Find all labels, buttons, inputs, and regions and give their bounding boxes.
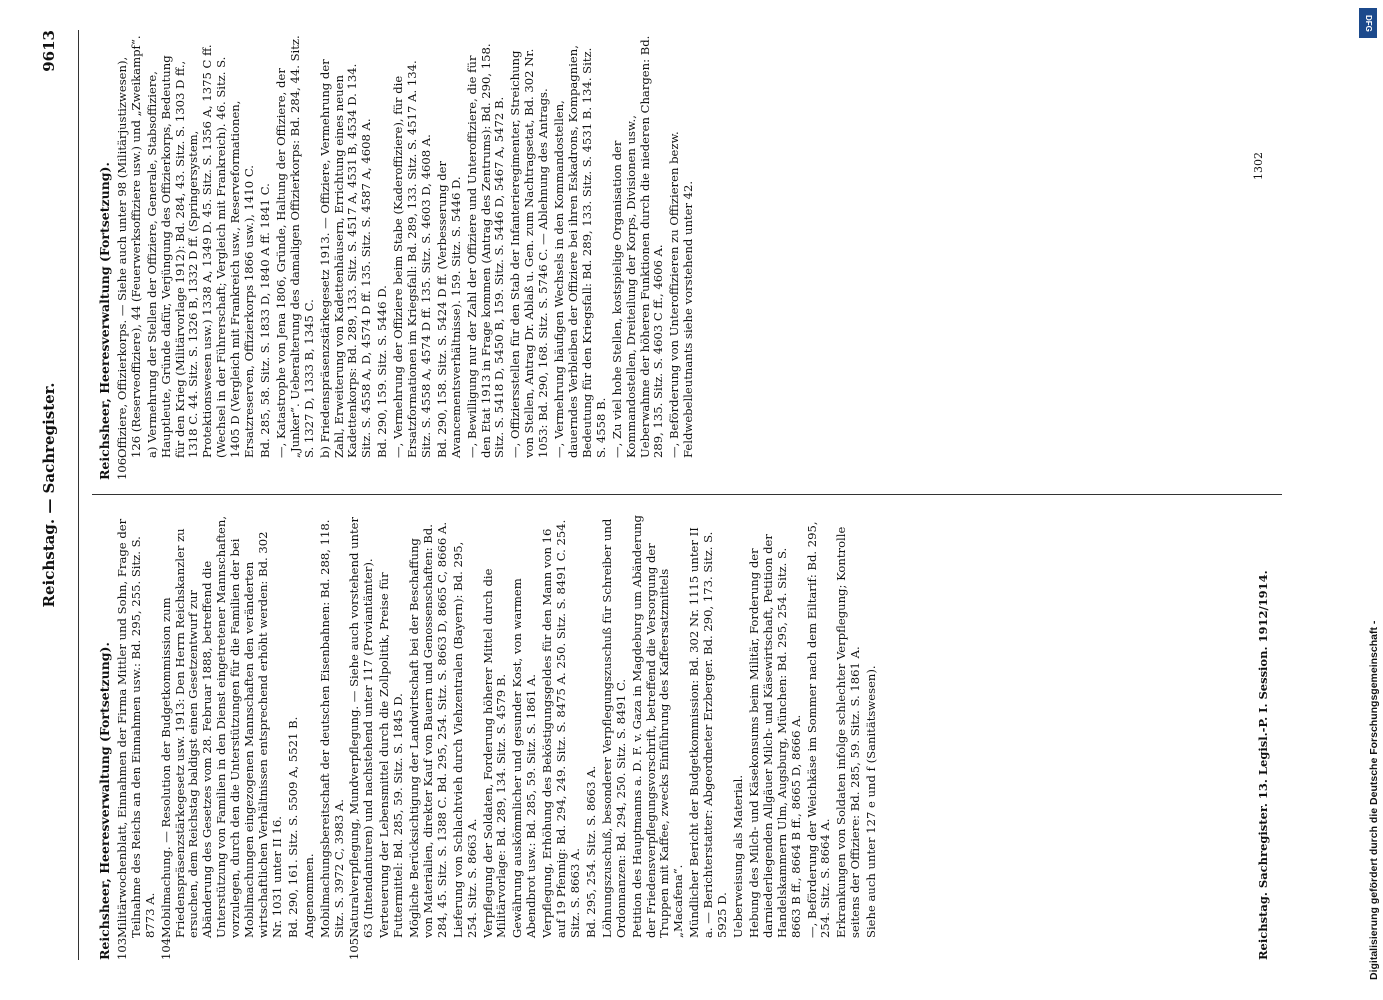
page-reference: 1302 [1252,152,1265,180]
entry-text: —, Zu viel hohe Stellen, kostspielige Organisation der Kommandostellen, Dreiteilung der Korps, Divisionen usw., Ueberwahme der höheren Funktionen durch die niederen Chargen: Bd. 289, 135. Sitz. S. 4603 C ff., 4606 A. [609,35,666,458]
index-entry [392,35,434,480]
entry-text: Offiziere, Offizierkorps. — Siehe auch unter 98 (Militärjustizwesen), 126 (Reserveoffiziere), 44 (Feuerwerksoffiziere usw.) und „Zweikampf“. [114,35,143,458]
index-entry [348,515,376,960]
header-rule [78,30,79,960]
entry-text: Bd. 290, 158. Sitz. S. 5424 D ff. (Verbesserung der Avancementsverhältnisse). 159. Sitz. S. 5446 D. [434,160,463,458]
entry-list [116,515,879,960]
entry-text: Löhnungszuschuß, besonderer Verpflegungszuschuß für Schreiber und Ordonnanzen: Bd. 294, 250. Sitz. S. 8491 C. [599,518,628,938]
right-column [98,35,698,480]
index-entry [585,515,599,960]
index-entry [303,515,317,960]
index-entry [408,515,450,960]
column-divider [92,494,1282,495]
index-entry [553,35,609,480]
entry-text: —, Bewilligung nur der Zahl der Offiziere und Unteroffiziere, die für den Etat 1913 in Frage kommen (Antrag des Zentrums): Bd. 290, 158. Sitz. S. 5418 D, 5450 B, 159. Sitz. S. 5446 D, 5467 A, 5472 B. [464,43,507,458]
index-entry [116,515,158,960]
entry-number: 103. [114,934,129,960]
index-entry [160,515,285,960]
index-entry [631,515,687,960]
entry-text: Erkrankungen von Soldaten infolge schlechter Verpflegung; Kontrolle seitens der Offiziere: Bd. 285, 59. Sitz. S. 1861 A. [834,526,863,938]
entry-text: Lieferung von Schlachtvieh durch Viehzentralen (Bayern): Bd. 295, 254. Sitz. S. 8663 A. [450,541,479,938]
index-entry [511,515,539,960]
entry-text: Petition des Hauptmanns a. D. F. v. Gaza in Magdeburg um Abänderung der Friedensverpflegungsvorschrift, betreffend die Versorgung der Truppen mit Kaffee, zwecks Einführung des Kaffeersatzmittels „Macafena“. [629,515,686,938]
entry-text: Bd. 290, 159. Sitz. S. 5446 D. [375,285,390,458]
entry-text: —, Vermehrung der Offiziere beim Stabe (Kaderoffiziere), für die Ersatzformationen im Kriegsfall: Bd. 289, 133. Sitz. S. 4517 A. 134. Sitz. S. 4558 A, 4574 D ff. 135. Sitz. S. 4603 D, 4608 A. [391,60,433,458]
entry-text: Hebung des Milch- und Käsekonsums beim Militär, Forderung der darniederliegenden Allgäuer Milch- und Käsewirtschaft, Petition der Handelskammern Ulm, Augsburg, München: Bd. 295, 254. Sitz. S. 8663 B ff., 8664 B ff., 8665 D, 8666 A. [746,534,803,938]
index-entry [835,515,863,960]
entry-text: Gewährung auskömmlicher und gesunder Kost, von warmem Abendbrot usw.: Bd. 285, 59. Sitz. S. 1861 A. [510,578,539,938]
index-entry [601,515,629,960]
entry-text: Siehe auch unter 127 e und f (Sanitätswesen). [864,665,879,938]
index-entry [668,35,696,480]
index-entry [275,35,317,480]
left-column [98,515,881,960]
entry-list [116,35,696,480]
index-entry [732,515,746,960]
index-entry [806,515,834,960]
index-entry [482,515,510,960]
index-entry [319,35,375,480]
entry-number: 104. [158,934,173,960]
entry-text: Militärwochenblatt, Einnahmen der Firma Mittler und Sohn, Frage der Teilnahme des Reichs an den Einnahmen usw.: Bd. 295, 255. Sitz. S. 8773 A. [114,518,157,938]
index-entry [865,515,879,960]
page-title: Reichstag. — Sachregister. [40,382,58,608]
index-entry [452,515,480,960]
entry-text: —, Vermehrung häufigen Wechsels in den Kommandostellen, dauerndes Verbleiben der Offiziere bei ihren Eskadrons, Kompagnien, Bedeutung für den Kriegsfall: Bd. 289, 133. Sitz. S. 4531 B. 134. Sitz. S. 4558 B. [552,45,608,458]
entry-text: a) Vermehrung der Stellen der Offiziere, Generale, Stabsoffiziere, Hauptleute, Gründe dafür, Verjüngung des Offizierkorps, Bedeutung für den Krieg (Militärvorlage 1912): Bd. 284, 43. Sitz. S. 1303 D ff., 1318 C. 44. Sitz. S. 1326 B, 1332 D ff. (Springersystem, Protektionswesen usw.) 1338 A, 1349 D. 45. Sitz. S. 1356 A, 1375 C ff. (Wechsel in der Führerschaft; Vergleich mit Frankreich). 46. Sitz. S. 1405 D (Vergleich mit Frankreich usw., Reserveformationen, Ersatzreserven, Offizierkorps 1866 usw.), 1410 C. [144,44,257,458]
entry-text: Mobilmachungsbereitschaft der deutschen Eisenbahnen: Bd. 288, 118. Sitz. S. 3972 C, 3983 A. [317,519,346,938]
index-entry [466,35,508,480]
entry-text: —, Beförderung der Weichkäse im Sommer nach dem Eiltarif: Bd. 295, 254. Sitz. S. 8664 A. [804,521,833,938]
entry-text: Verpflegung der Soldaten, Forderung höherer Mittel durch die Militärvorlage: Bd. 289, 134. Sitz. S. 4579 B. [480,568,509,938]
entry-text: —, Offiziersstellen für den Stab der Infanterieregimenter, Streichung von Stellen, Antrag Dr. Ablaß u. Gen. zum Nachtragsetat, Bd. 302 Nr. 1053: Bd. 290, 168. Sitz. S. 5746 C. — Ablehnung des Antrags. [508,48,551,458]
entry-text: Bd. 290, 161. Sitz. S. 5509 A, 5521 B. [285,716,300,938]
entry-number: 105. [347,934,362,960]
index-entry [378,515,406,960]
entry-number: 106. [114,454,129,480]
entry-text: Bd. 285, 58. Sitz. S. 1833 D, 1840 A ff. 1841 C. [257,183,272,458]
index-entry [748,515,804,960]
index-entry [688,515,730,960]
digitization-credit: Digitalisierung gefördert durch die Deutsche Forschungsgemeinschaft - [1368,620,1380,980]
index-entry [436,35,464,480]
entry-text: Mündlicher Bericht der Budgetkommission: Bd. 302 Nr. 1115 unter II a. — Berichterstatter: Abgeordneter Erzberger. Bd. 290, 173. Sitz. S. 5925 D. [687,527,730,938]
entry-text: Mobilmachung. — Resolution der Budgetkommission zum Friedenspräsenzstärkegesetz usw. 1913: Den Herrn Reichskanzler zu ersuchen, dem Reichstag baldigst einen Gesetzentwurf zur Abänderung des Gesetzes vom 28. Februar 1888, betreffend die Unterstützung von Familien in den Dienst eingetretener Mannschaften, vorzulegen, durch den die Unterstützungen für die Familien der bei Mobilmachungen eingezogenen Mannschaften den veränderten wirtschaftlichen Verhältnissen entsprechend erhöht werden: Bd. 302 Nr. 1031 unter II 16. [158,515,284,938]
section-title: Reichsheer, Heeresverwaltung (Fortsetzung). [97,642,112,960]
index-entry [611,35,667,480]
entry-text: Ueberweisung als Material. [730,774,745,938]
index-entry [509,35,551,480]
index-entry [319,515,347,960]
entry-text: Verpflegung, Erhöhung des Beköstigungsgeldes für den Mann von 16 auf 19 Pfennig: Bd. 294, 249. Sitz. S. 8475 A. 250. Sitz. S. 8491 C. 254. Sitz. S. 8663 A. [540,519,582,938]
entry-text: Bd. 295, 254. Sitz. S. 8663 A. [583,765,598,938]
entry-text: Angenommen. [301,853,316,938]
index-entry [259,35,273,480]
index-entry [146,35,257,480]
entry-text: —, Katastrophe von Jena 1806, Gründe, Haltung der Offiziere, der „Junker“. Ueberalterung des damaligen Offizierkorps: Bd. 284, 44. Sitz. S. 1327 D, 1333 B, 1345 C. [273,35,316,458]
index-entry [116,35,144,480]
entry-text: Verteuerung der Lebensmittel durch die Zollpolitik, Preise für Futtermittel: Bd. 285, 59. Sitz. S. 1845 D. [377,572,406,938]
page-footer: Reichstag. Sachregister. 13. Legisl.-P. I. Session. 1912/1914. [1256,570,1270,960]
index-entry [376,35,390,480]
index-entry [287,515,301,960]
entry-text: Naturalverpflegung, Mundverpflegung. — Siehe auch vorstehend unter 63 (Intendanturen) und nachstehend unter 117 (Proviantämter). [347,516,376,938]
page-number: 9613 [40,30,58,72]
page-header [40,30,70,960]
entry-text: b) Friedenspräsenzstärkegesetz 1913. — Offiziere, Vermehrung der Zahl, Erweiterung von Kadettenhäusern, Errichtung eines neuen Kadettenkorps: Bd. 289, 133. Sitz. S. 4517 A, 4531 B, 4534 D. 134. Sitz. S. 4558 A, D, 4574 D ff. 135. Sitz. S. 4587 A, 4608 A. [317,59,374,458]
dfg-logo: DFG [1359,8,1377,38]
entry-text: Mögliche Berücksichtigung der Landwirtschaft bei der Beschaffung von Materialien, direkter Kauf von Bauern und Genossenschaften: Bd. 284, 45. Sitz. S. 1388 C. Bd. 295, 254. Sitz. S. 8663 D, 8665 C, 8666 A. [407,521,449,938]
section-title: Reichsheer, Heeresverwaltung (Fortsetzung). [97,162,112,480]
entry-text: —, Beförderung von Unteroffizieren zu Offizieren bezw. Feldwebelleutnants siehe vorstehend unter 42. [667,131,696,458]
index-entry [541,515,583,960]
